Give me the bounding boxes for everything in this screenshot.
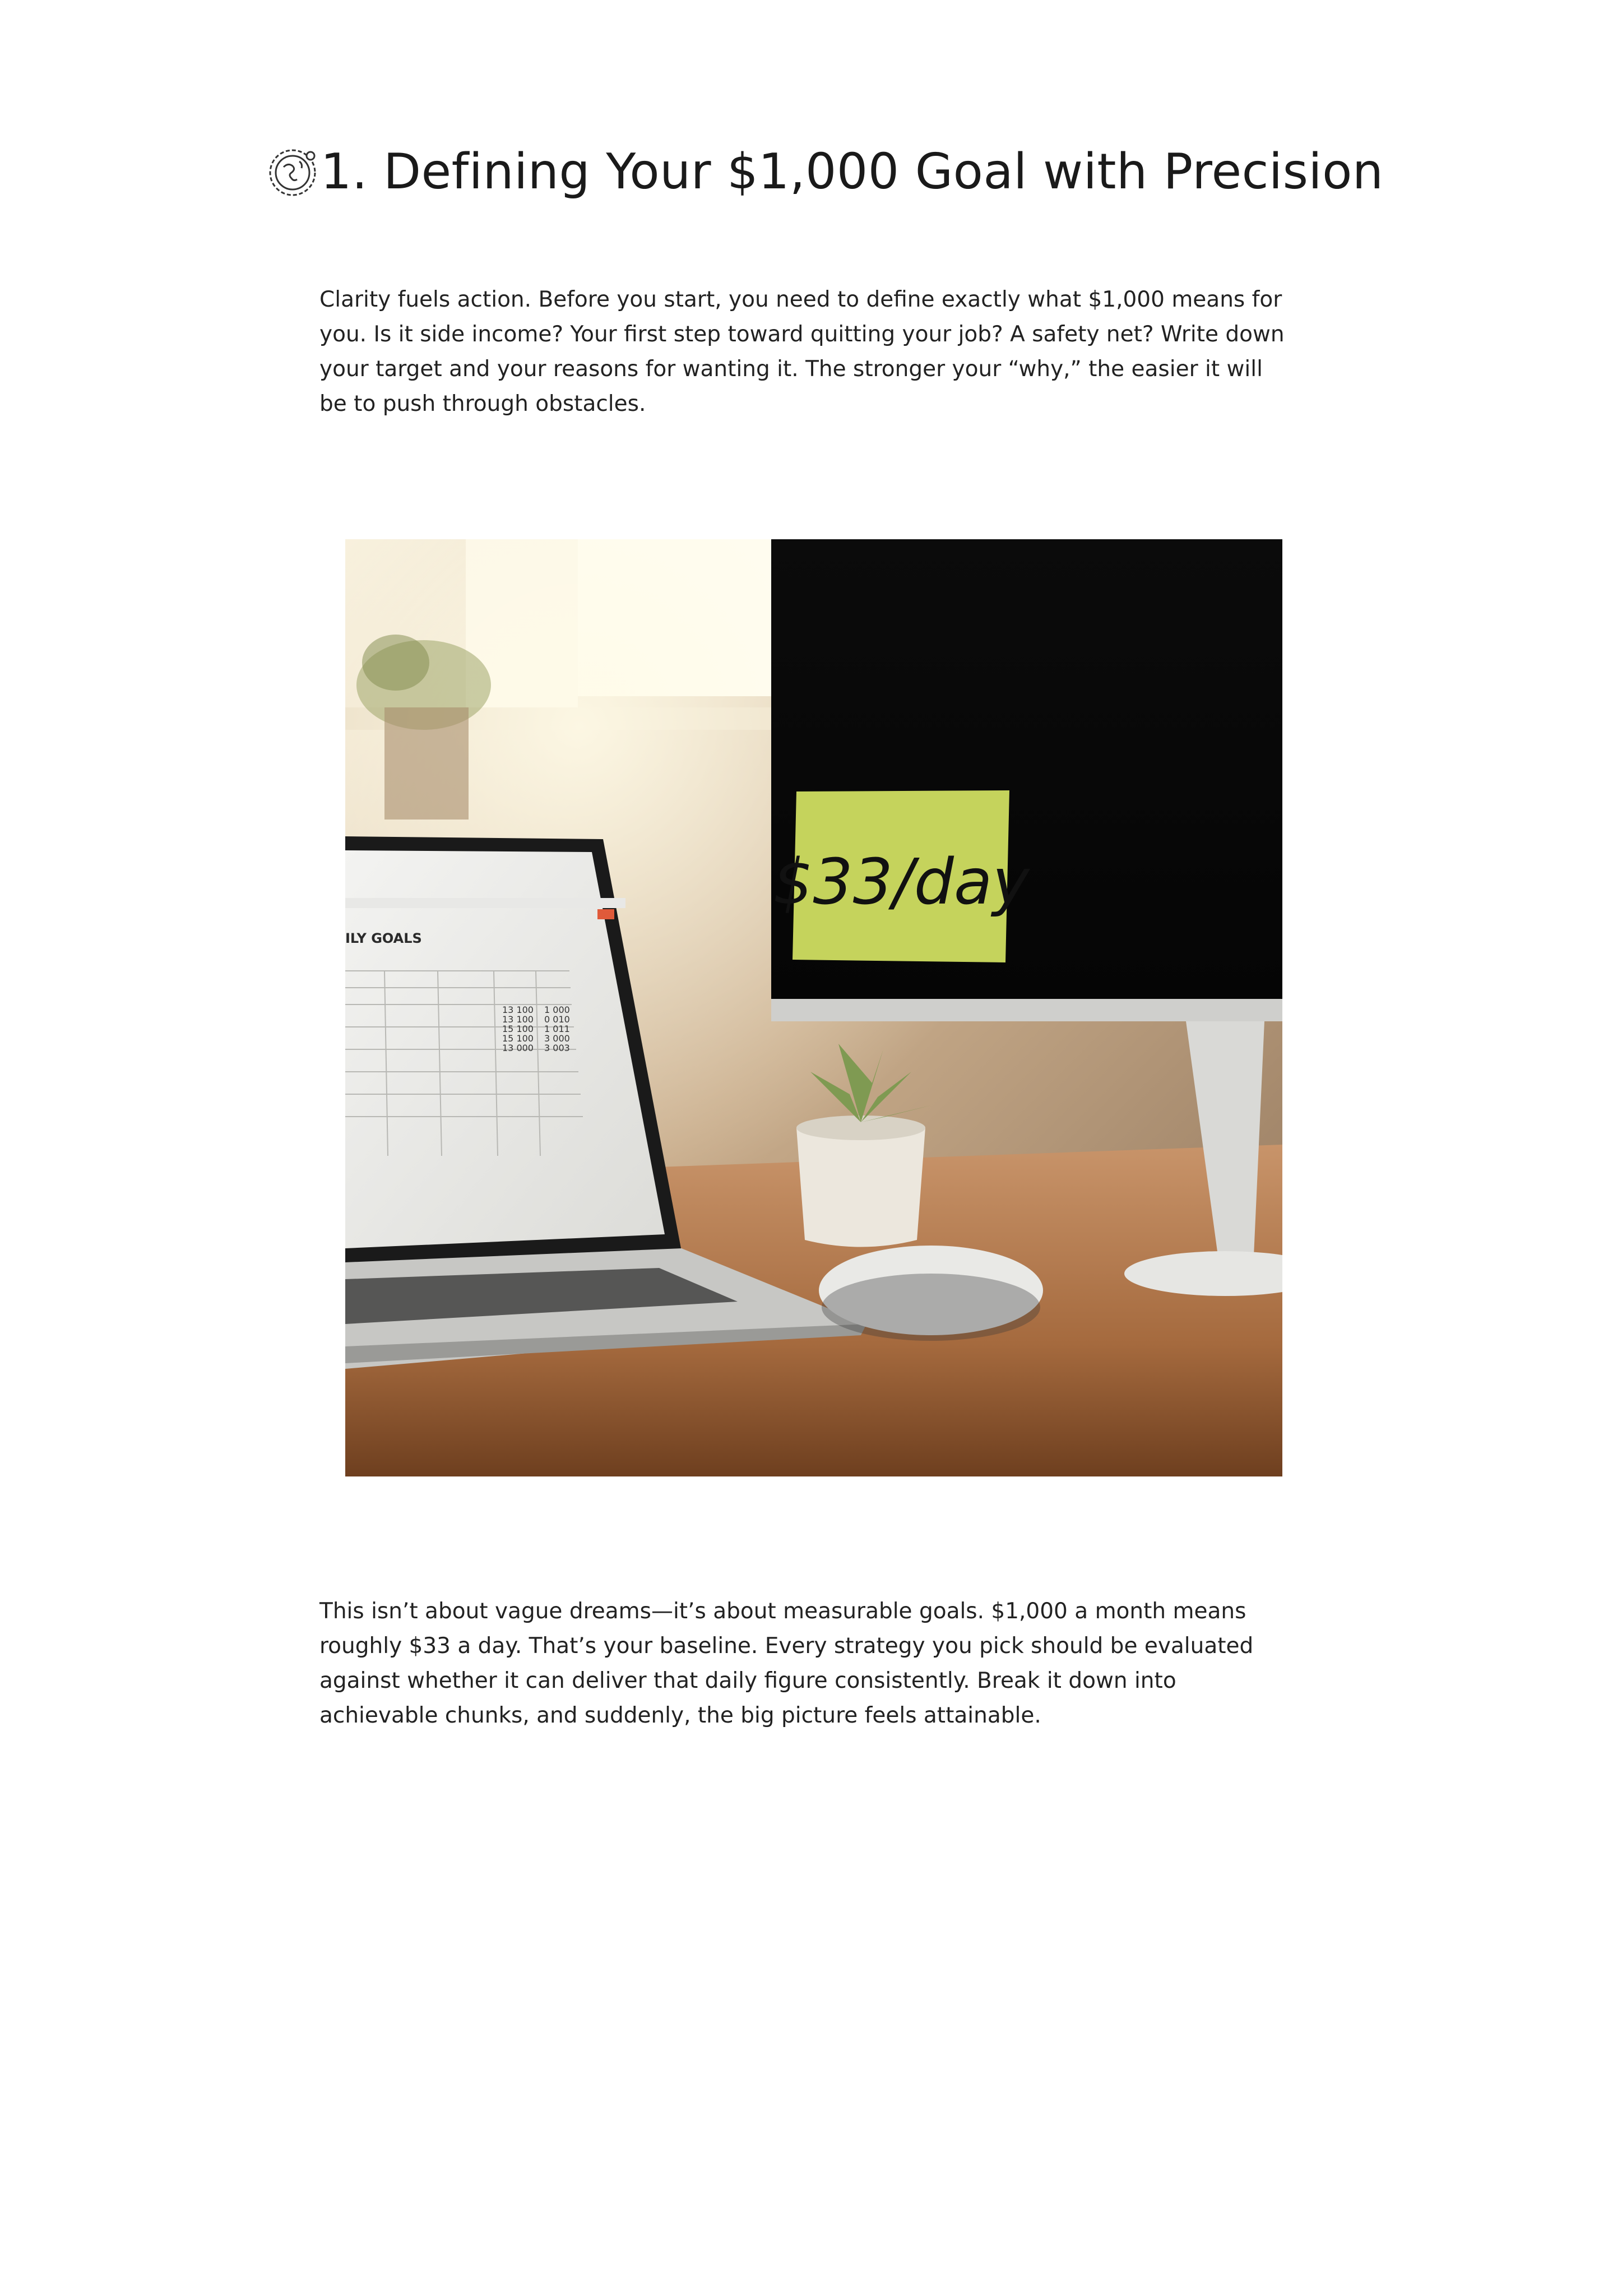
globe-target-icon: [267, 145, 321, 198]
laptop-cell: 1 000: [544, 1004, 570, 1015]
laptop-cell: 13 000: [502, 1043, 534, 1053]
intro-paragraph: Clarity fuels action. Before you start, you need to define exactly what $1,000 means for you. Is it side income? Your first step toward quitting your job? A safety net? Write down your target and your reasons for wanting it. The stronger your “why,” the easier it will be to push through obstacles.: [319, 287, 1285, 416]
laptop-cell: 0 010: [544, 1014, 570, 1025]
page-title: 1. Defining Your $1,000 Goal with Precision: [321, 142, 1384, 200]
laptop-cell: 3 000: [544, 1033, 570, 1044]
laptop-cell: 13 100: [502, 1004, 534, 1015]
sticky-note-text: $33/day: [773, 846, 1030, 919]
laptop-cell: 1 011: [544, 1024, 570, 1034]
laptop-cell: 13 100: [502, 1014, 534, 1025]
section-heading: [267, 142, 1384, 200]
baseline-paragraph: This isn’t about vague dreams—it’s about measurable goals. $1,000 a month means roughly $33 a day. That’s your baseline. Every strategy you pick should be evaluated against whether it can deliver that daily figure consistently. Break it down into achievable chunks, and suddenly, the big picture feels attainable.: [319, 1599, 1254, 1728]
laptop-cell: 3 003: [544, 1043, 570, 1053]
laptop-cell: 15 100: [502, 1033, 534, 1044]
sticky-note: [773, 790, 1030, 962]
laptop-cell: 15 100: [502, 1024, 534, 1034]
desk-photo: [345, 539, 1282, 1476]
laptop-sheet-title: ILY GOALS: [345, 931, 422, 946]
